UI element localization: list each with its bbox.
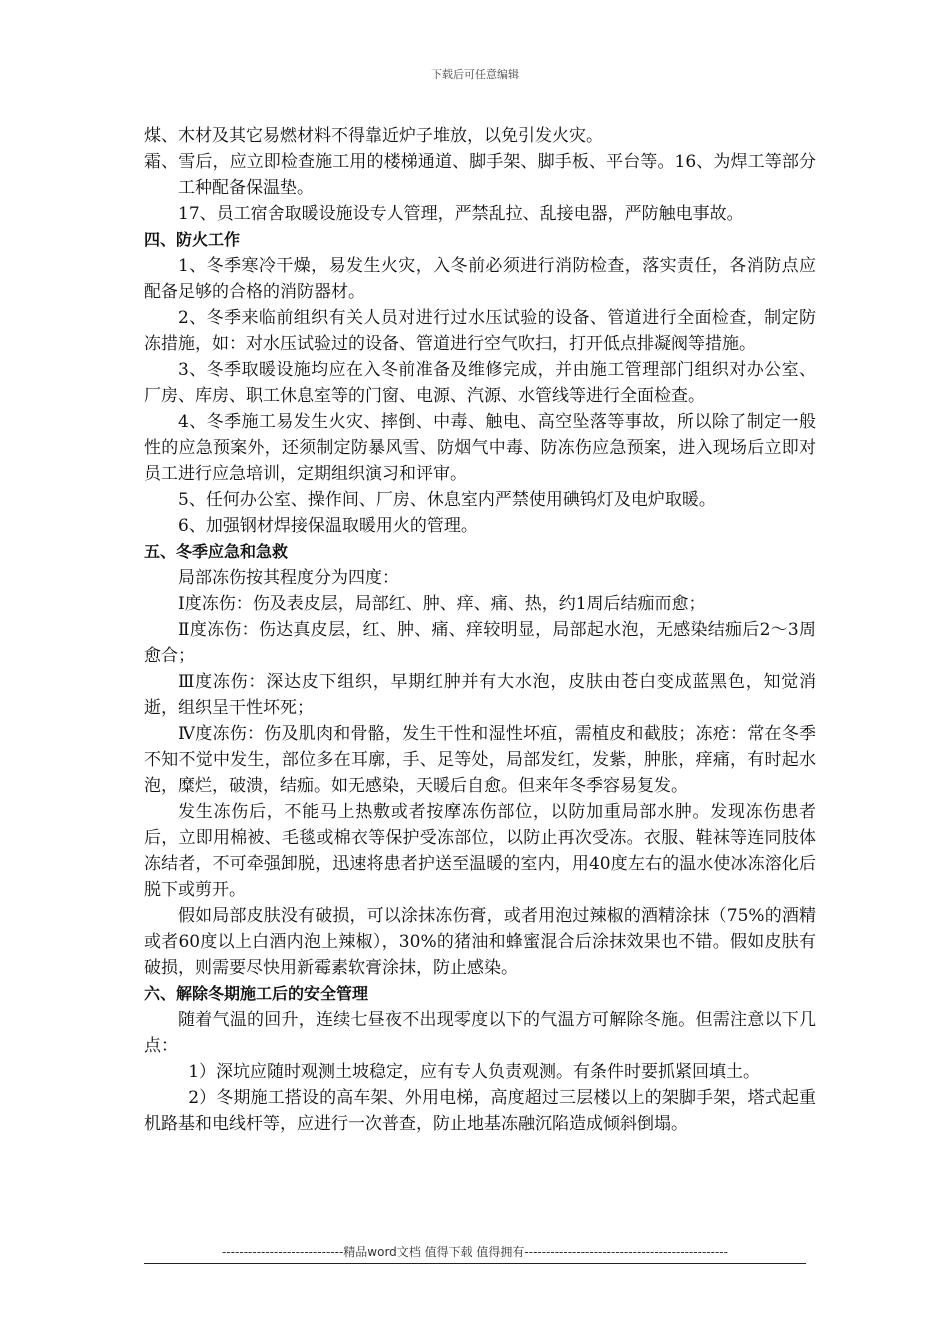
- paragraph: Ⅲ度冻伤：深达皮下组织，早期红肿并有大水泡，皮肤由苍白变成蓝黑色，知觉消逝，组织呈干性坏死；: [144, 672, 816, 718]
- section-heading-fire-prevention: 四、防火工作: [144, 230, 241, 249]
- paragraph: 3、冬季取暖设施均应在入冬前准备及维修完成，并由施工管理部门组织对办公室、厂房、库房、职工休息室等的门窗、电源、汽源、水管线等进行全面检查。: [144, 360, 816, 406]
- paragraph: 假如局部皮肤没有破损，可以涂抹冻伤膏，或者用泡过辣椒的酒精涂抹（75%的酒精或者60度以上白酒内泡上辣椒），30%的猪油和蜂蜜混合后涂抹效果也不错。假如皮肤有破损，则需要尽快用新霉素软膏涂抹，防止感染。: [144, 906, 816, 978]
- paragraph: 霜、雪后，应立即检查施工用的楼梯通道、脚手架、脚手板、平台等。16、为焊工等部分工种配备保温垫。: [144, 152, 816, 198]
- list-item: 1）深坑应随时观测土坡稳定，应有专人负责观测。有条件时要抓紧回填土。: [188, 1062, 761, 1082]
- paragraph: 2、冬季来临前组织有关人员对进行过水压试验的设备、管道进行全面检查，制定防冻措施，如：对水压试验过的设备、管道进行空气吹扫，打开低点排凝阀等措施。: [144, 308, 816, 354]
- page-footer: ----------------------------精品word文档 值得下载 值得拥有-----------------------------------------------: [222, 1245, 728, 1259]
- paragraph: Ⅳ度冻伤：伤及肌肉和骨骼，发生干性和湿性坏疽，需植皮和截肢；冻疮：常在冬季不知不觉中发生，部位多在耳廓，手、足等处，局部发红，发紫，肿胀，痒痛，有时起水泡，糜烂，破溃，结痂。如无感染，天暖后自愈。但来年冬季容易复发。: [144, 724, 816, 796]
- paragraph: 17、员工宿舍取暖设施设专人管理，严禁乱拉、乱接电器，严防触电事故。: [178, 204, 744, 224]
- section-heading-emergency: 五、冬季应急和急救: [144, 542, 289, 561]
- paragraph: 5、任何办公室、操作间、厂房、休息室内严禁使用碘钨灯及电炉取暖。: [178, 490, 716, 510]
- list-item: 2）冬期施工搭设的高车架、外用电梯，高度超过三层楼以上的架脚手架，塔式起重机路基和电线杆等，应进行一次普查，防止地基冻融沉陷造成倾斜倒塌。: [144, 1088, 816, 1134]
- paragraph: Ⅱ度冻伤：伤达真皮层，红、肿、痛、痒较明显，局部起水泡，无感染结痂后2～3周愈合；: [144, 620, 816, 666]
- paragraph: 4、冬季施工易发生火灾、摔倒、中毒、触电、高空坠落等事故，所以除了制定一般性的应急预案外，还须制定防暴风雪、防烟气中毒、防冻伤应急预案，进入现场后立即对员工进行应急培训，定期组织演习和评审。: [144, 412, 816, 484]
- paragraph: 随着气温的回升，连续七昼夜不出现零度以下的气温方可解除冬施。但需注意以下几点：: [144, 1010, 816, 1056]
- footer-divider: [144, 1263, 806, 1264]
- paragraph: 1、冬季寒冷干燥，易发生火灾，入冬前必须进行消防检查，落实责任，各消防点应配备足够的合格的消防器材。: [144, 256, 816, 302]
- paragraph: 发生冻伤后，不能马上热敷或者按摩冻伤部位，以防加重局部水肿。发现冻伤患者后，立即用棉被、毛毯或棉衣等保护受冻部位，以防止再次受冻。衣服、鞋袜等连同肢体冻结者，不可牵强卸脱，迅速将患者护送至温暖的室内，用40度左右的温水使冰冻溶化后脱下或剪开。: [144, 802, 816, 900]
- paragraph: 6、加强钢材焊接保温取暖用火的管理。: [178, 516, 478, 536]
- paragraph: 煤、木材及其它易燃材料不得靠近炉子堆放，以免引发火灾。: [144, 126, 603, 146]
- paragraph: 局部冻伤按其程度分为四度：: [178, 568, 399, 588]
- page-header: 下载后可任意编辑: [431, 68, 519, 81]
- document-body: [144, 123, 816, 1137]
- section-heading-post-winter: 六、解除冬期施工后的安全管理: [144, 984, 369, 1003]
- paragraph: Ⅰ度冻伤：伤及表皮层，局部红、肿、痒、痛、热，约1周后结痂而愈；: [178, 594, 706, 614]
